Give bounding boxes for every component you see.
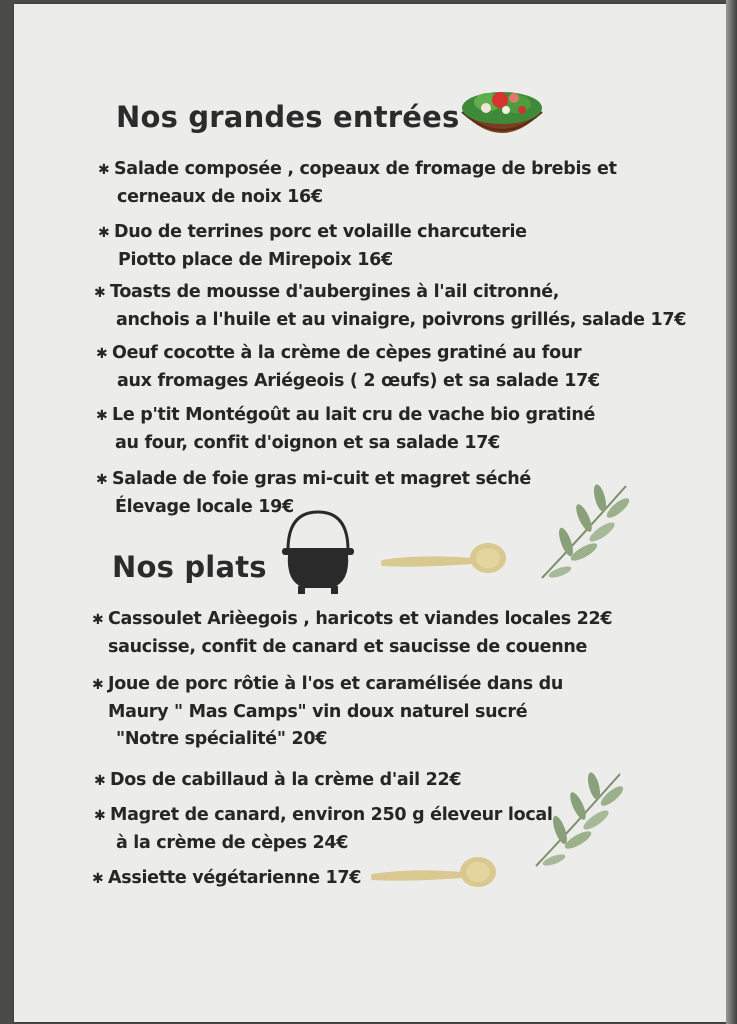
wooden-spoon-icon (370, 852, 498, 892)
bullet: ✱ (92, 612, 104, 628)
list-item: ✱ Toasts de mousse d'aubergines à l'ail citronné, anchois a l'huile et au vinaigre, poivrons grillés, salade 17€ (94, 282, 687, 330)
list-item: ✱ Duo de terrines porc et volaille charcuterie Piotto place de Mirepoix 16€ (98, 222, 527, 270)
section-title-entrees: Nos grandes entrées (116, 100, 460, 134)
bullet: ✱ (94, 808, 106, 824)
bullet: ✱ (94, 773, 106, 789)
olive-branch-icon (532, 768, 628, 872)
list-item: ✱ Joue de porc rôtie à l'os et caramélisée dans du Maury " Mas Camps" vin doux naturel sucré "Notre spécialité" 20€ (92, 674, 564, 749)
bullet: ✱ (98, 225, 110, 241)
bullet: ✱ (92, 871, 104, 887)
list-item: ✱ Salade composée , copeaux de fromage de brebis et cerneaux de noix 16€ (98, 159, 617, 207)
list-item: ✱ Magret de canard, environ 250 g éleveur local à la crème de cèpes 24€ (94, 805, 553, 853)
background-edge (726, 0, 737, 1024)
list-item: ✱ Le p'tit Montégoût au lait cru de vache bio gratiné au four, confit d'oignon et sa salade 17€ (96, 405, 596, 453)
section-title-plats: Nos plats (112, 550, 267, 584)
list-item: ✱ Assiette végétarienne 17€ (92, 865, 361, 893)
bullet: ✱ (96, 472, 108, 488)
salad-bowl-icon (458, 82, 546, 146)
list-item: ✱ Dos de cabillaud à la crème d'ail 22€ (94, 767, 461, 795)
list-item: ✱ Cassoulet Arièegois , haricots et viandes locales 22€ saucisse, confit de canard et saucisse de couenne (92, 609, 613, 657)
bullet: ✱ (98, 162, 110, 178)
list-item: ✱ Salade de foie gras mi-cuit et magret séché Élevage locale 19€ (96, 469, 531, 517)
bullet: ✱ (96, 346, 108, 362)
cauldron-icon (280, 508, 356, 596)
bullet: ✱ (96, 408, 108, 424)
wooden-spoon-icon (380, 538, 508, 578)
olive-branch-icon (538, 480, 634, 584)
list-item: ✱ Oeuf cocotte à la crème de cèpes gratiné au four aux fromages Ariégeois ( 2 œufs) et sa salade 17€ (96, 343, 600, 391)
bullet: ✱ (94, 285, 106, 301)
bullet: ✱ (92, 677, 104, 693)
